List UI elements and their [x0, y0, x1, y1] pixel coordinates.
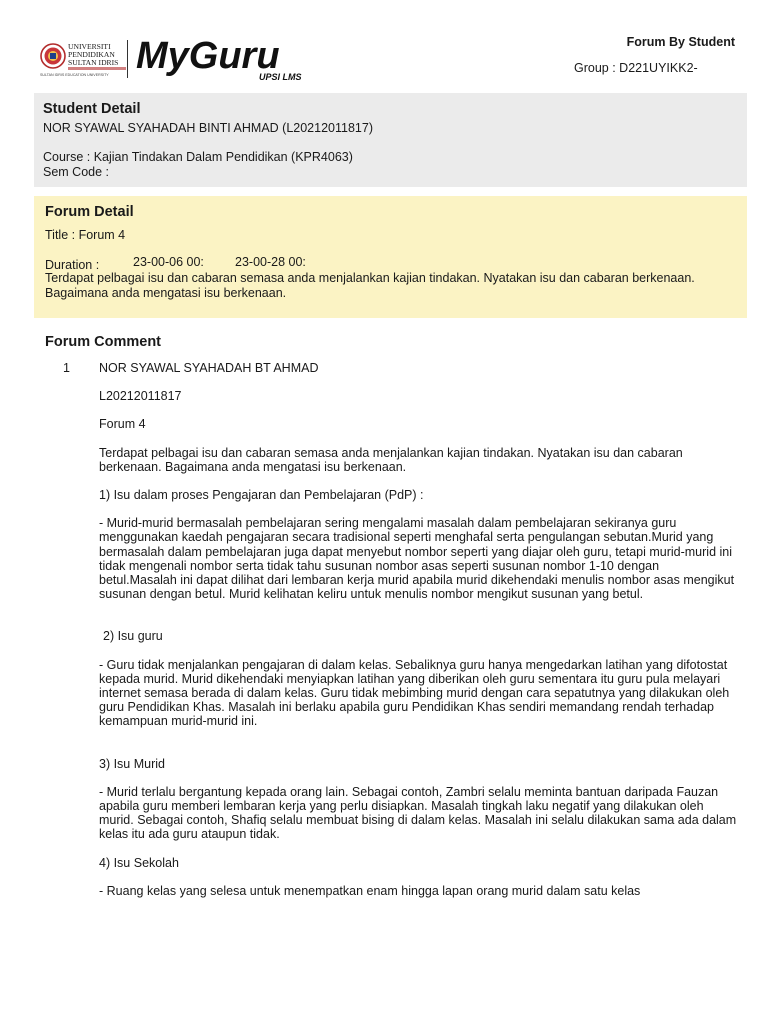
section-heading-1: 1) Isu dalam proses Pengajaran dan Pembelajaran (PdP) :: [99, 488, 424, 503]
duration-end: 23-00-28 00:: [235, 255, 306, 269]
comment-question: Terdapat pelbagai isu dan cabaran semasa anda menjalankan kajian tindakan. Nyatakan isu dan cabaran berkenaan. Bagaimana anda mengatasi isu berkenaan.: [99, 445, 683, 474]
forum-detail-panel: [34, 196, 747, 318]
section-heading-3: 3) Isu Murid: [99, 756, 165, 771]
duration-label: Duration :: [45, 258, 100, 272]
comment-forum: Forum 4: [99, 417, 146, 432]
brand-name: MyGuru: [136, 35, 280, 77]
group-label: Group :: [574, 61, 620, 75]
group-value: D221UYIKK2-: [619, 61, 698, 75]
forum-description: Terdapat pelbagai isu dan cabaran semasa anda menjalankan kajian tindakan. Nyatakan isu dan cabaran berkenaan. Bagaimana anda mengatasi isu berkenaan.: [45, 271, 695, 300]
forum-title: Title : Forum 4: [45, 228, 126, 242]
comment-author: NOR SYAWAL SYAHADAH BT AHMAD: [99, 361, 319, 375]
forum-detail-heading: Forum Detail: [45, 204, 134, 220]
university-name-line-3: SULTAN IDRIS: [68, 58, 119, 67]
myguru-logo: [134, 32, 324, 84]
upsi-logo: [40, 38, 130, 80]
section-text-4: - Ruang kelas yang selesa untuk menempatkan enam hingga lapan orang murid dalam satu kelas: [99, 883, 641, 898]
comment-entry: [99, 361, 739, 898]
page-header: [0, 0, 768, 92]
comment-matric: L20212011817: [99, 389, 182, 404]
logo-divider: [127, 40, 128, 78]
report-title: Forum By Student: [626, 35, 735, 49]
section-heading-4: 4) Isu Sekolah: [99, 855, 179, 870]
university-name-line-1: UNIVERSITI: [68, 42, 111, 51]
comment-number: 1: [63, 361, 70, 375]
sem-code-line: Sem Code :: [43, 165, 110, 179]
student-detail-panel: [34, 93, 747, 187]
university-name-line-2: PENDIDIKAN: [68, 50, 115, 59]
group-line: [574, 61, 698, 75]
student-name: NOR SYAWAL SYAHADAH BINTI AHMAD (L20212011817): [43, 121, 373, 135]
section-text-3: - Murid terlalu bergantung kepada orang lain. Sebagai contoh, Zambri selalu meminta bantuan daripada Fauzan apabila guru memberi lembaran kerja yang perlu disiapkan. Masalah tingkah laku negatif yang dilakukan oleh murid. Sebagai contoh, Shafiq selalu membuat bising di dalam kelas. Masalah ini selalu dilakukan sama ada dalam kelas itu ada guru ataupun tidak.: [99, 784, 737, 842]
duration-start: 23-00-06 00:: [133, 255, 204, 269]
university-tagline: SULTAN IDRIS EDUCATION UNIVERSITY: [40, 73, 109, 77]
section-heading-2: 2) Isu guru: [103, 629, 163, 644]
course-line: Course : Kajian Tindakan Dalam Pendidikan (KPR4063): [43, 150, 353, 164]
forum-comment-heading: Forum Comment: [45, 334, 161, 351]
section-text-1: - Murid-murid bermasalah pembelajaran sering mengalami masalah dalam pembelajaran sekiranya guru menggunakan kaedah pengajaran secara tradisional seperti menghafal serta pengulangan sebutan.Murid yang bermasalah dalam pembelajaran juga dapat menyebut nombor seperti yang diajar oleh guru, tetapi murid-murid ini tidak mengenali nombor serta tidak tahu susunan nombor asas seperti susunan nombor 1-10 dengan betul.Masalah ini dapat dilihat dari lembaran kerja murid apabila murid dikehendaki menulis nombor asas mengikut susunan dengan betul. Murid kelihatan keliru untuk menulis nombor mengikut susunan yang betul.: [99, 516, 735, 602]
section-text-2: - Guru tidak menjalankan pengajaran di dalam kelas. Sebaliknya guru hanya mengedarkan latihan yang difotostat kepada murid. Murid dikehendaki menyiapkan latihan yang diberikan oleh guru sementara itu guru pula melayari internet semasa berada di dalam kelas. Guru tidak mebimbing murid dengan cara sepatutnya yang dilakukan oleh guru Pendidikan Khas. Masalah ini berlaku apabila guru Pendidikan Khas sendiri memandang rendah terhadap kemampuan murid-murid ini.: [99, 657, 730, 729]
brand-subtitle: UPSI LMS: [259, 72, 302, 82]
student-detail-heading: Student Detail: [43, 101, 141, 117]
